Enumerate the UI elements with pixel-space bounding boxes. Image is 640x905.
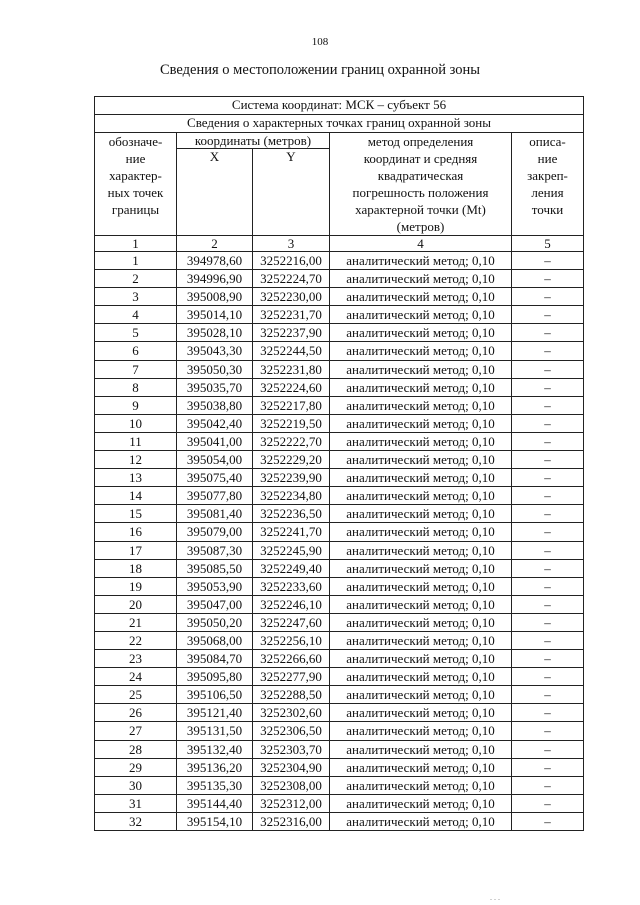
x-cell: 395075,40 xyxy=(177,469,253,487)
description-cell: – xyxy=(512,668,584,686)
x-cell: 395068,00 xyxy=(177,631,253,649)
point-number-cell: 24 xyxy=(95,668,177,686)
method-cell: аналитический метод; 0,10 xyxy=(330,668,512,686)
header-line: точки xyxy=(531,202,564,217)
x-cell: 395054,00 xyxy=(177,451,253,469)
table-row xyxy=(95,613,584,631)
description-cell: – xyxy=(512,613,584,631)
column-number-row xyxy=(95,236,584,252)
y-cell: 3252224,60 xyxy=(253,378,330,396)
x-cell: 395132,40 xyxy=(177,740,253,758)
table-row xyxy=(95,378,584,396)
table-row xyxy=(95,505,584,523)
point-number-cell: 25 xyxy=(95,686,177,704)
table-row xyxy=(95,794,584,812)
x-cell: 395135,30 xyxy=(177,776,253,794)
y-cell: 3252306,50 xyxy=(253,722,330,740)
table-row xyxy=(95,577,584,595)
y-cell: 3252237,90 xyxy=(253,324,330,342)
description-cell: – xyxy=(512,360,584,378)
designation-header xyxy=(95,133,177,236)
method-cell: аналитический метод; 0,10 xyxy=(330,650,512,668)
column-number: 2 xyxy=(177,236,253,252)
y-cell: 3252308,00 xyxy=(253,776,330,794)
description-cell: – xyxy=(512,631,584,649)
point-number-cell: 31 xyxy=(95,794,177,812)
method-cell: аналитический метод; 0,10 xyxy=(330,306,512,324)
point-number-cell: 20 xyxy=(95,595,177,613)
description-cell: – xyxy=(512,812,584,830)
x-cell: 395047,00 xyxy=(177,595,253,613)
x-cell: 395077,80 xyxy=(177,487,253,505)
table-row xyxy=(95,451,584,469)
y-cell: 3252266,60 xyxy=(253,650,330,668)
header-line: (метров) xyxy=(396,219,445,234)
point-number-cell: 18 xyxy=(95,559,177,577)
x-cell: 395079,00 xyxy=(177,523,253,541)
point-number-cell: 13 xyxy=(95,469,177,487)
method-cell: аналитический метод; 0,10 xyxy=(330,812,512,830)
header-line: описа- xyxy=(529,134,566,149)
header-line: границы xyxy=(111,202,160,217)
header-line: метод определения xyxy=(367,134,474,149)
table-row xyxy=(95,776,584,794)
table-row xyxy=(95,487,584,505)
description-header xyxy=(512,133,584,236)
description-cell: – xyxy=(512,342,584,360)
x-cell: 395038,80 xyxy=(177,396,253,414)
point-number-cell: 8 xyxy=(95,378,177,396)
description-cell: – xyxy=(512,704,584,722)
point-number-cell: 16 xyxy=(95,523,177,541)
x-cell: 395028,10 xyxy=(177,324,253,342)
method-header xyxy=(330,133,512,236)
table-row xyxy=(95,360,584,378)
method-cell: аналитический метод; 0,10 xyxy=(330,451,512,469)
x-cell: 394996,90 xyxy=(177,270,253,288)
method-cell: аналитический метод; 0,10 xyxy=(330,360,512,378)
description-cell: – xyxy=(512,758,584,776)
table-row xyxy=(95,288,584,306)
method-cell: аналитический метод; 0,10 xyxy=(330,740,512,758)
point-number-cell: 11 xyxy=(95,432,177,450)
point-number-cell: 12 xyxy=(95,451,177,469)
y-cell: 3252234,80 xyxy=(253,487,330,505)
boundary-points-table xyxy=(94,96,584,831)
description-cell: – xyxy=(512,252,584,270)
description-cell: – xyxy=(512,306,584,324)
description-cell: – xyxy=(512,559,584,577)
y-cell: 3252233,60 xyxy=(253,577,330,595)
table-row xyxy=(95,668,584,686)
method-cell: аналитический метод; 0,10 xyxy=(330,577,512,595)
header-line: погрешность положения xyxy=(352,185,489,200)
description-cell: – xyxy=(512,595,584,613)
scan-mark: . . . xyxy=(490,893,500,902)
x-cell: 395050,20 xyxy=(177,613,253,631)
method-cell: аналитический метод; 0,10 xyxy=(330,541,512,559)
table-row xyxy=(95,740,584,758)
header-line: координат и средняя xyxy=(363,151,478,166)
method-cell: аналитический метод; 0,10 xyxy=(330,686,512,704)
description-cell: – xyxy=(512,740,584,758)
table-row xyxy=(95,722,584,740)
method-cell: аналитический метод; 0,10 xyxy=(330,288,512,306)
method-cell: аналитический метод; 0,10 xyxy=(330,270,512,288)
description-cell: – xyxy=(512,414,584,432)
document-title: Сведения о местоположении границ охранной зоны xyxy=(159,62,480,78)
point-number-cell: 10 xyxy=(95,414,177,432)
point-number-cell: 4 xyxy=(95,306,177,324)
y-cell: 3252249,40 xyxy=(253,559,330,577)
method-cell: аналитический метод; 0,10 xyxy=(330,252,512,270)
header-line: характер- xyxy=(109,168,162,183)
x-cell: 395154,10 xyxy=(177,812,253,830)
table-row xyxy=(95,595,584,613)
x-cell: 395050,30 xyxy=(177,360,253,378)
table-row xyxy=(95,306,584,324)
description-cell: – xyxy=(512,776,584,794)
table-row xyxy=(95,812,584,830)
y-cell: 3252241,70 xyxy=(253,523,330,541)
y-cell: 3252312,00 xyxy=(253,794,330,812)
table-row xyxy=(95,396,584,414)
y-cell: 3252224,70 xyxy=(253,270,330,288)
coordinates-header: координаты (метров) xyxy=(177,133,330,149)
point-number-cell: 19 xyxy=(95,577,177,595)
table-row xyxy=(95,631,584,649)
y-cell: 3252304,90 xyxy=(253,758,330,776)
y-cell: 3252239,90 xyxy=(253,469,330,487)
method-cell: аналитический метод; 0,10 xyxy=(330,613,512,631)
x-cell: 395081,40 xyxy=(177,505,253,523)
point-number-cell: 5 xyxy=(95,324,177,342)
section-label: Сведения о характерных точках границ охранной зоны xyxy=(95,115,584,133)
x-cell: 395041,00 xyxy=(177,432,253,450)
description-cell: – xyxy=(512,432,584,450)
y-cell: 3252246,10 xyxy=(253,595,330,613)
method-cell: аналитический метод; 0,10 xyxy=(330,396,512,414)
description-cell: – xyxy=(512,396,584,414)
header-line: ления xyxy=(531,185,564,200)
y-cell: 3252229,20 xyxy=(253,451,330,469)
y-cell: 3252302,60 xyxy=(253,704,330,722)
y-cell: 3252222,70 xyxy=(253,432,330,450)
point-number-cell: 15 xyxy=(95,505,177,523)
description-cell: – xyxy=(512,324,584,342)
point-number-cell: 3 xyxy=(95,288,177,306)
method-cell: аналитический метод; 0,10 xyxy=(330,722,512,740)
description-cell: – xyxy=(512,577,584,595)
y-cell: 3252236,50 xyxy=(253,505,330,523)
x-cell: 395136,20 xyxy=(177,758,253,776)
description-cell: – xyxy=(512,523,584,541)
y-cell: 3252231,70 xyxy=(253,306,330,324)
method-cell: аналитический метод; 0,10 xyxy=(330,704,512,722)
point-number-cell: 22 xyxy=(95,631,177,649)
method-cell: аналитический метод; 0,10 xyxy=(330,758,512,776)
table-row xyxy=(95,252,584,270)
x-cell: 395106,50 xyxy=(177,686,253,704)
y-header: Y xyxy=(253,149,330,236)
x-cell: 395085,50 xyxy=(177,559,253,577)
method-cell: аналитический метод; 0,10 xyxy=(330,631,512,649)
x-cell: 395014,10 xyxy=(177,306,253,324)
method-cell: аналитический метод; 0,10 xyxy=(330,469,512,487)
description-cell: – xyxy=(512,650,584,668)
header-line: ние xyxy=(537,151,558,166)
y-cell: 3252245,90 xyxy=(253,541,330,559)
point-number-cell: 6 xyxy=(95,342,177,360)
point-number-cell: 27 xyxy=(95,722,177,740)
point-number-cell: 14 xyxy=(95,487,177,505)
point-number-cell: 28 xyxy=(95,740,177,758)
x-header: X xyxy=(177,149,253,236)
column-number: 4 xyxy=(330,236,512,252)
y-cell: 3252230,00 xyxy=(253,288,330,306)
description-cell: – xyxy=(512,541,584,559)
table-row xyxy=(95,469,584,487)
y-cell: 3252288,50 xyxy=(253,686,330,704)
header-line: ных точек xyxy=(107,185,164,200)
description-cell: – xyxy=(512,288,584,306)
table-row xyxy=(95,270,584,288)
table-row xyxy=(95,704,584,722)
x-cell: 395043,30 xyxy=(177,342,253,360)
x-cell: 395035,70 xyxy=(177,378,253,396)
header-line: характерной точки (Mt) xyxy=(355,202,486,217)
table-row xyxy=(95,432,584,450)
table-row xyxy=(95,324,584,342)
method-cell: аналитический метод; 0,10 xyxy=(330,505,512,523)
method-cell: аналитический метод; 0,10 xyxy=(330,559,512,577)
x-cell: 395084,70 xyxy=(177,650,253,668)
x-cell: 395008,90 xyxy=(177,288,253,306)
description-cell: – xyxy=(512,451,584,469)
method-cell: аналитический метод; 0,10 xyxy=(330,342,512,360)
table-row xyxy=(95,414,584,432)
y-cell: 3252244,50 xyxy=(253,342,330,360)
column-number: 3 xyxy=(253,236,330,252)
x-cell: 394978,60 xyxy=(177,252,253,270)
x-cell: 395042,40 xyxy=(177,414,253,432)
description-cell: – xyxy=(512,378,584,396)
point-number-cell: 1 xyxy=(95,252,177,270)
y-cell: 3252247,60 xyxy=(253,613,330,631)
point-number-cell: 32 xyxy=(95,812,177,830)
y-cell: 3252217,80 xyxy=(253,396,330,414)
point-number-cell: 7 xyxy=(95,360,177,378)
x-cell: 395053,90 xyxy=(177,577,253,595)
point-number-cell: 29 xyxy=(95,758,177,776)
y-cell: 3252303,70 xyxy=(253,740,330,758)
description-cell: – xyxy=(512,722,584,740)
point-number-cell: 26 xyxy=(95,704,177,722)
x-cell: 395095,80 xyxy=(177,668,253,686)
point-number-cell: 30 xyxy=(95,776,177,794)
table-row xyxy=(95,758,584,776)
method-cell: аналитический метод; 0,10 xyxy=(330,324,512,342)
method-cell: аналитический метод; 0,10 xyxy=(330,378,512,396)
column-number: 5 xyxy=(512,236,584,252)
method-cell: аналитический метод; 0,10 xyxy=(330,432,512,450)
column-number: 1 xyxy=(95,236,177,252)
description-cell: – xyxy=(512,686,584,704)
y-cell: 3252277,90 xyxy=(253,668,330,686)
description-cell: – xyxy=(512,505,584,523)
table-row xyxy=(95,686,584,704)
y-cell: 3252219,50 xyxy=(253,414,330,432)
point-number-cell: 23 xyxy=(95,650,177,668)
method-cell: аналитический метод; 0,10 xyxy=(330,487,512,505)
method-cell: аналитический метод; 0,10 xyxy=(330,595,512,613)
description-cell: – xyxy=(512,469,584,487)
table-row xyxy=(95,523,584,541)
point-number-cell: 17 xyxy=(95,541,177,559)
header-line: ние xyxy=(125,151,146,166)
method-cell: аналитический метод; 0,10 xyxy=(330,794,512,812)
y-cell: 3252231,80 xyxy=(253,360,330,378)
method-cell: аналитический метод; 0,10 xyxy=(330,523,512,541)
table-row xyxy=(95,342,584,360)
table-row xyxy=(95,650,584,668)
table-row xyxy=(95,541,584,559)
header-line: обозначе- xyxy=(108,134,163,149)
header-line: закреп- xyxy=(527,168,568,183)
method-cell: аналитический метод; 0,10 xyxy=(330,776,512,794)
description-cell: – xyxy=(512,487,584,505)
x-cell: 395144,40 xyxy=(177,794,253,812)
x-cell: 395131,50 xyxy=(177,722,253,740)
table-row xyxy=(95,559,584,577)
x-cell: 395121,40 xyxy=(177,704,253,722)
description-cell: – xyxy=(512,270,584,288)
point-number-cell: 9 xyxy=(95,396,177,414)
method-cell: аналитический метод; 0,10 xyxy=(330,414,512,432)
page-number: 108 xyxy=(311,36,329,48)
y-cell: 3252216,00 xyxy=(253,252,330,270)
point-number-cell: 2 xyxy=(95,270,177,288)
header-line: квадратическая xyxy=(377,168,464,183)
point-number-cell: 21 xyxy=(95,613,177,631)
x-cell: 395087,30 xyxy=(177,541,253,559)
y-cell: 3252316,00 xyxy=(253,812,330,830)
coordinate-system-label: Система координат: МСК – субъект 56 xyxy=(95,97,584,115)
y-cell: 3252256,10 xyxy=(253,631,330,649)
description-cell: – xyxy=(512,794,584,812)
